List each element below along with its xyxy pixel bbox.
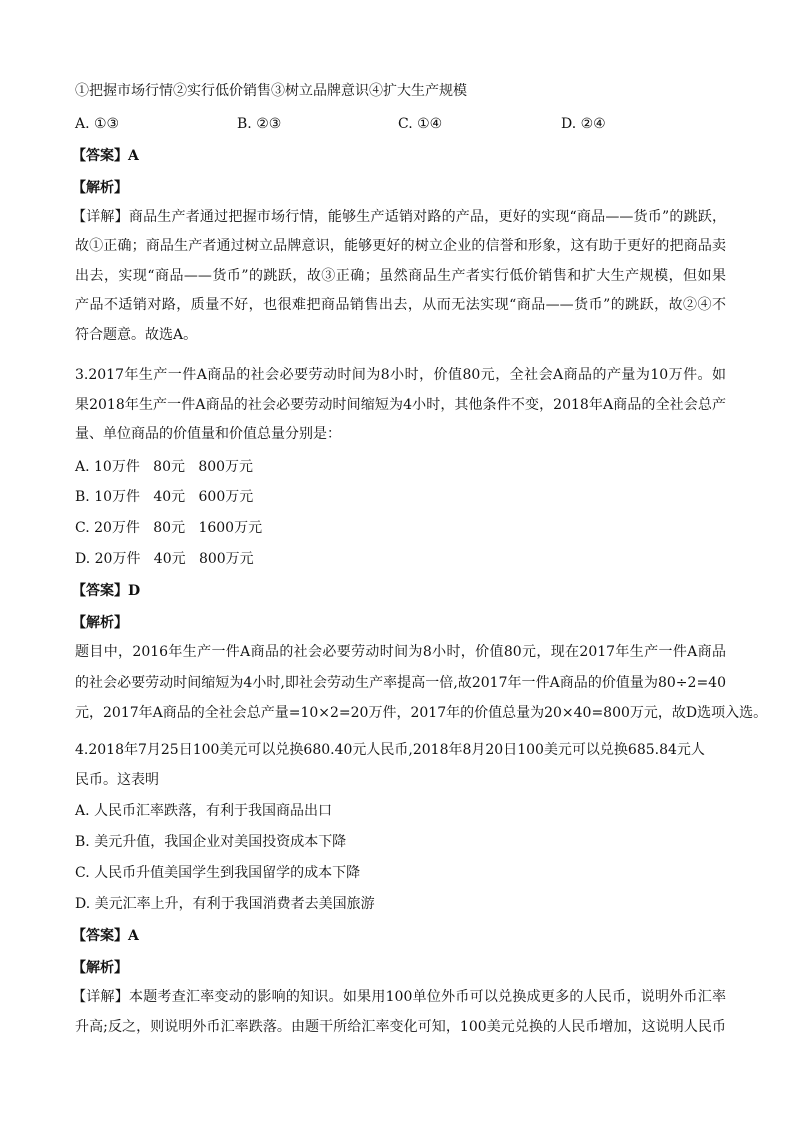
q3-stem-line: 量、单位商品的价值量和价值总量分别是： xyxy=(75,426,341,442)
q2-option-d: D. ②④ xyxy=(561,116,606,132)
q2-choices-line: ①把握市场行情②实行低价销售③树立品牌意识④扩大生产规模 xyxy=(75,83,467,99)
q4-option-d: D. 美元汇率上升，有利于我国消费者去美国旅游 xyxy=(75,896,375,912)
q3-answer: 【答案】D xyxy=(72,583,141,599)
q4-stem-line: 4.2018年7月25日100美元可以兑换680.40元人民币,2018年8月20日100美元可以兑换685.84元人 xyxy=(75,742,705,758)
q4-stem-line: 民币。这表明 xyxy=(75,772,159,788)
q2-detail-line: 产品不适销对路，质量不好，也很难把商品销售出去，从而无法实现“商品——货币”的跳跃，故②④不 xyxy=(75,297,726,313)
q3-option-c: C. 20万件 80元 1600万元 xyxy=(75,520,263,536)
q2-detail-line: 故①正确；商品生产者通过树立品牌意识，能够更好的树立企业的信誉和形象，这有助于更好的把商品卖 xyxy=(75,238,726,254)
q2-analysis-label: 【解析】 xyxy=(72,180,128,196)
q4-option-a: A. 人民币汇率跌落，有利于我国商品出口 xyxy=(75,803,333,819)
q2-detail-line: 【详解】商品生产者通过把握市场行情，能够生产适销对路的产品，更好的实现“商品——货币”的跳跃， xyxy=(72,209,726,225)
q3-analysis-line: 题目中，2016年生产一件A商品的社会必要劳动时间为8小时，价值80元，现在2017年生产一件A商品 xyxy=(75,644,726,660)
q2-option-c: C. ①④ xyxy=(398,116,443,132)
q3-option-b: B. 10万件 40元 600万元 xyxy=(75,489,254,505)
q3-analysis-line: 元，2017年A商品的全社会总产量=10×2=20万件，2017年的价值总量为20×40=800万元，故D选项入选。 xyxy=(75,705,768,721)
q4-analysis-label: 【解析】 xyxy=(72,960,128,976)
q3-analysis-label: 【解析】 xyxy=(72,615,128,631)
q3-option-a: A. 10万件 80元 800万元 xyxy=(75,459,254,475)
q3-stem-line: 3.2017年生产一件A商品的社会必要劳动时间为8小时，价值80元，全社会A商品的产量为10万件。如 xyxy=(75,367,726,383)
q4-option-c: C. 人民币升值美国学生到我国留学的成本下降 xyxy=(75,865,361,881)
q4-detail-line: 【详解】本题考查汇率变动的影响的知识。如果用100单位外币可以兑换成更多的人民币，说明外币汇率 xyxy=(72,989,726,1005)
q4-answer: 【答案】A xyxy=(72,928,139,944)
q2-answer: 【答案】A xyxy=(72,148,139,164)
q4-detail-line: 升高;反之，则说明外币汇率跌落。由题干所给汇率变化可知，100美元兑换的人民币增加，这说明人民币 xyxy=(75,1019,726,1035)
q3-option-d: D. 20万件 40元 800万元 xyxy=(75,551,254,567)
q2-option-b: B. ②③ xyxy=(237,116,282,132)
q3-stem-line: 果2018年生产一件A商品的社会必要劳动时间缩短为4小时，其他条件不变，2018年A商品的全社会总产 xyxy=(75,397,726,413)
q2-option-a: A. ①③ xyxy=(75,116,120,132)
q3-analysis-line: 的社会必要劳动时间缩短为4小时,即社会劳动生产率提高一倍,故2017年一件A商品的价值量为80÷2=40 xyxy=(75,675,726,691)
q2-detail-line: 符合题意。故选A。 xyxy=(75,327,198,343)
q4-option-b: B. 美元升值，我国企业对美国投资成本下降 xyxy=(75,834,347,850)
q2-detail-line: 出去，实现“商品——货币”的跳跃，故③正确；虽然商品生产者实行低价销售和扩大生产规模，但如果 xyxy=(75,268,726,284)
